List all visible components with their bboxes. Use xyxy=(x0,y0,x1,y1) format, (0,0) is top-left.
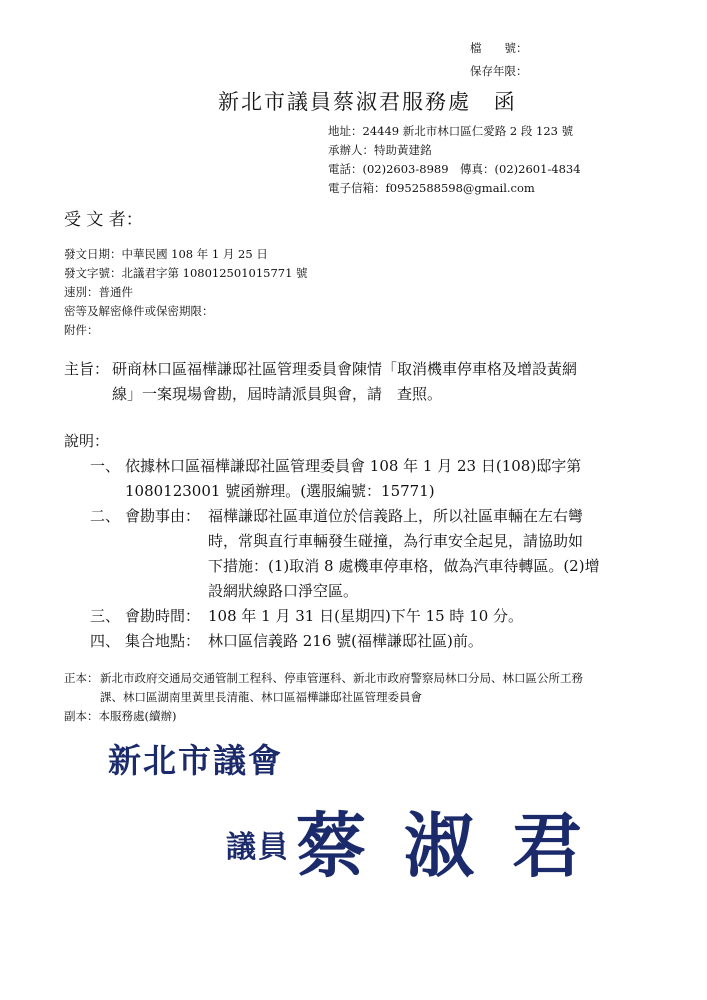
retention-period-label: 保存年限： xyxy=(470,64,528,78)
main-recipients-label: 正本： xyxy=(64,671,99,685)
handler: 承辦人：特助黃建銘 xyxy=(328,143,432,157)
main-recipients-line-1: 新北市政府交通局交通管制工程科、停車管運科、新北市政府警察局林口分局、林口區公所工務 xyxy=(100,671,583,685)
item-lead: 集合地點： xyxy=(125,632,201,650)
item-line: 1080123001 號函辦理。(選服編號：15771) xyxy=(125,482,435,500)
item-line: 福樺謙邸社區車道位於信義路上，所以社區車輛在左右彎 xyxy=(208,507,584,525)
item-number: 四、 xyxy=(90,632,121,650)
speed-class: 速別：普通件 xyxy=(64,285,133,299)
document-number: 發文字號：北議君字第 108012501015771 號 xyxy=(64,266,308,280)
issue-date: 發文日期：中華民國 108 年 1 月 25 日 xyxy=(64,247,268,261)
attachment: 附件： xyxy=(64,323,99,337)
file-number-label: 檔 號： xyxy=(470,41,528,55)
item-line: 時，常與直行車輛發生碰撞，為行車安全起見，請協助如 xyxy=(208,532,584,550)
councilor-name-seal: 蔡淑君 xyxy=(296,804,620,887)
item-number: 三、 xyxy=(90,607,121,625)
document-type: 函 xyxy=(493,90,517,114)
subject-line-2: 線」一案現場會勘，屆時請派員與會，請 查照。 xyxy=(112,385,443,403)
council-seal-text: 新北市議會 xyxy=(108,741,283,780)
item-line: 依據林口區福樺謙邸社區管理委員會 108 年 1 月 23 日(108)邸字第 xyxy=(125,457,582,475)
item-number: 二、 xyxy=(90,507,121,525)
email: 電子信箱：f0952588598@gmail.com xyxy=(328,181,535,195)
copy-recipients: 副本：本服務處(續辦) xyxy=(64,709,177,723)
item-number: 一、 xyxy=(90,457,121,475)
explanation-label: 說明： xyxy=(64,432,110,450)
councilor-title-seal: 議員 xyxy=(226,830,290,865)
subject-line-1: 研商林口區福樺謙邸社區管理委員會陳情「取消機車停車格及增設黃網 xyxy=(112,360,578,378)
item-line: 下措施：(1)取消 8 處機車停車格，做為汽車待轉區。(2)增 xyxy=(208,557,600,575)
item-lead: 會勘事由： xyxy=(125,507,201,525)
subject-label: 主旨： xyxy=(64,360,110,378)
recipient-label: 受 文 者： xyxy=(64,210,143,230)
main-recipients-line-2: 課、林口區湖南里黃里長清龍、林口區福樺謙邸社區管理委員會 xyxy=(100,690,422,704)
organization-name: 新北市議員蔡淑君服務處 xyxy=(218,90,471,114)
item-line: 108 年 1 月 31 日(星期四)下午 15 時 10 分。 xyxy=(208,607,524,625)
item-line: 設網狀線路口淨空區。 xyxy=(208,582,359,600)
secrecy-level: 密等及解密條件或保密期限： xyxy=(64,304,214,318)
address: 地址：24449 新北市林口區仁愛路 2 段 123 號 xyxy=(328,124,574,138)
document-title xyxy=(218,86,517,116)
item-lead: 會勘時間： xyxy=(125,607,201,625)
phone-fax: 電話：(02)2603-8989 傳真：(02)2601-4834 xyxy=(328,162,581,176)
item-line: 林口區信義路 216 號(福樺謙邸社區)前。 xyxy=(208,632,483,650)
